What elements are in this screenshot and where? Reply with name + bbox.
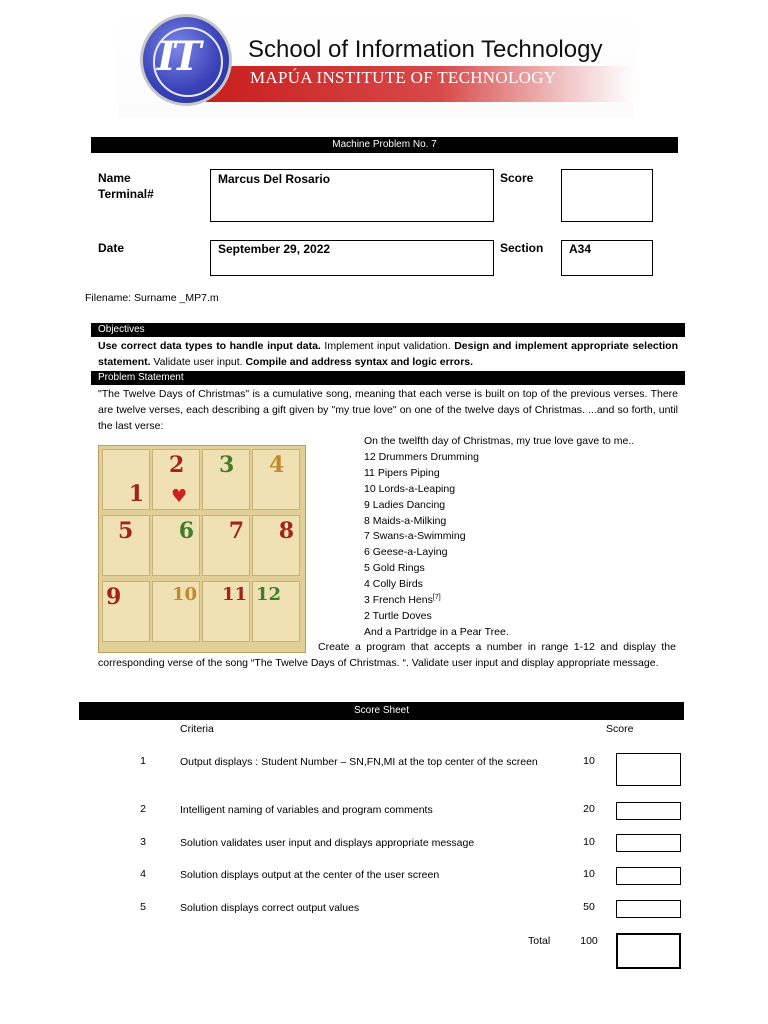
- name-value: Marcus Del Rosario: [218, 172, 331, 186]
- criterion-points: 50: [583, 901, 595, 913]
- date-value: September 29, 2022: [218, 242, 331, 256]
- lyric-line: 10 Lords-a-Leaping: [364, 482, 456, 495]
- objective-2: Implement input validation.: [320, 340, 455, 352]
- day-number: 2: [169, 452, 185, 478]
- problem-intro: "The Twelve Days of Christmas" is a cumulative song, meaning that each verse is built on top of the previous verses. There are twelve verses, each describing a gift given by "my true love" on one of the twelve days of Christmas. ...and so forth, until the last verse:: [98, 388, 678, 432]
- name-field[interactable]: [210, 169, 494, 222]
- total-points: 100: [580, 935, 598, 947]
- lyric-line: 7 Swans-a-Swimming: [364, 530, 466, 543]
- logo-letters: IT: [157, 33, 198, 80]
- criterion-text: Intelligent naming of variables and program comments: [180, 804, 433, 816]
- section-field[interactable]: [561, 240, 653, 276]
- criterion-score-box[interactable]: [616, 867, 681, 885]
- date-field[interactable]: [210, 240, 494, 276]
- problem-heading: Problem Statement: [98, 372, 184, 383]
- criterion-points: 20: [583, 803, 595, 815]
- criterion-points: 10: [583, 868, 595, 880]
- institute-name: MAPÚA INSTITUTE OF TECHNOLOGY: [250, 68, 557, 87]
- criterion-text: Solution validates user input and displays appropriate message: [180, 837, 475, 849]
- criterion-number: 4: [140, 868, 146, 880]
- section-label: Section: [500, 241, 544, 255]
- objective-3: Design and implement appropriate selection statement.: [98, 340, 678, 368]
- objective-5: Compile and address syntax and logic errors.: [245, 356, 474, 368]
- section-value: A34: [569, 242, 592, 256]
- name-label: Name: [98, 171, 131, 185]
- total-label: Total: [528, 935, 551, 947]
- lyric-text: 3 French Hens: [364, 594, 433, 607]
- criterion-score-box[interactable]: [616, 900, 681, 918]
- terminal-label: Terminal#: [98, 187, 154, 201]
- score-field[interactable]: [561, 169, 653, 222]
- day-number: 3: [219, 452, 235, 478]
- day-number: 8: [278, 518, 294, 544]
- lyric-line: 9 Ladies Dancing: [364, 498, 446, 511]
- lyric-line: 5 Gold Rings: [364, 562, 425, 575]
- school-name: School of Information Technology: [248, 36, 603, 63]
- header-banner: [118, 12, 634, 118]
- lyric-line: [364, 593, 634, 609]
- problem-bar: [91, 371, 685, 385]
- date-label: Date: [98, 241, 125, 255]
- criterion-text: Solution displays correct output values: [180, 902, 360, 914]
- day-number: 11: [221, 584, 247, 605]
- objective-4: Validate user input.: [150, 356, 246, 368]
- lyric-line: 11 Pipers Piping: [364, 466, 440, 479]
- task-statement: Create a program that accepts a number in range 1-12 and display the corresponding verse of the song “The Twelve Days of Christmas. “. Validate user input and display appropriate message.: [98, 641, 676, 669]
- lyric-line: 4 Colly Birds: [364, 578, 423, 591]
- twelve-days-illustration: [98, 445, 306, 653]
- day-number: 7: [228, 518, 244, 544]
- objectives-bar: [91, 323, 685, 337]
- criteria-header: Criteria: [180, 723, 214, 735]
- objectives-heading: Objectives: [98, 324, 145, 335]
- lyrics-list: [364, 434, 634, 641]
- footnote-ref: [7]: [432, 594, 441, 602]
- title-text: Machine Problem No. 7: [332, 139, 437, 150]
- day-number: 4: [269, 452, 285, 478]
- total-score-box[interactable]: [616, 933, 681, 969]
- criterion-text: Output displays : Student Number – SN,FN,MI at the top center of the screen: [180, 756, 538, 768]
- lyric-line: 2 Turtle Doves: [364, 609, 432, 622]
- school-logo: [140, 14, 232, 106]
- criterion-number: 3: [140, 836, 146, 848]
- lyric-line: 6 Geese-a-Laying: [364, 546, 448, 559]
- objectives-text: [98, 338, 678, 370]
- criterion-score-box[interactable]: [616, 753, 681, 786]
- lyric-line: On the twelfth day of Christmas, my true love gave to me..: [364, 435, 635, 447]
- lyric-line: 8 Maids-a-Milking: [364, 514, 447, 527]
- score-sheet-heading: Score Sheet: [353, 705, 410, 716]
- day-number: 10: [171, 584, 197, 605]
- day-number: 6: [178, 518, 194, 544]
- lyric-line: And a Partridge in a Pear Tree.: [364, 625, 509, 638]
- criterion-text: Solution displays output at the center of the user screen: [180, 869, 440, 881]
- score-header: Score: [606, 723, 634, 735]
- title-bar: [91, 137, 678, 153]
- criterion-score-box[interactable]: [616, 802, 681, 820]
- criterion-number: 5: [140, 901, 146, 913]
- objective-1: Use correct data types to handle input data.: [98, 340, 321, 352]
- score-sheet-bar: [79, 702, 684, 720]
- criterion-number: 2: [140, 803, 146, 815]
- heart-icon: ♥: [171, 486, 188, 507]
- filename-note: Filename: Surname _MP7.m: [85, 292, 219, 304]
- criterion-points: 10: [583, 755, 595, 767]
- lyric-line: 12 Drummers Drumming: [364, 450, 479, 463]
- day-number: 12: [256, 584, 282, 605]
- day-number: 9: [106, 584, 122, 610]
- criterion-score-box[interactable]: [616, 834, 681, 852]
- day-number: 1: [128, 481, 144, 507]
- day-number: 5: [118, 518, 134, 544]
- score-label: Score: [500, 171, 534, 185]
- criterion-points: 10: [583, 836, 595, 848]
- criterion-number: 1: [140, 755, 146, 767]
